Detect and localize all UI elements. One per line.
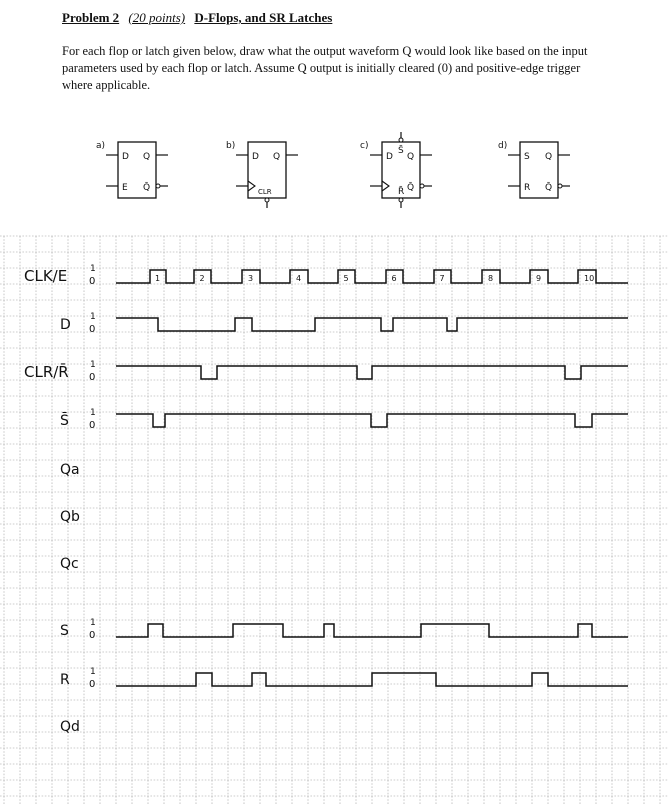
inversion-bubble — [558, 184, 562, 188]
signal-row — [60, 408, 628, 431]
inversion-bubble — [265, 198, 269, 202]
signal-label: Qd — [60, 719, 80, 735]
pulse-number: 4 — [296, 274, 302, 283]
pin-label: Q̄ — [143, 183, 151, 193]
signal-label: CLK/E — [24, 267, 68, 285]
graph-paper-grid — [0, 236, 668, 805]
pin-label: R̄ — [398, 187, 405, 197]
pulse-number: 8 — [488, 274, 494, 283]
pulse-number: 9 — [536, 274, 542, 283]
signal-label: D — [60, 317, 71, 333]
signal-row — [60, 509, 80, 525]
device-d — [498, 141, 570, 198]
signal-row — [24, 360, 628, 383]
device-label: c) — [360, 141, 369, 151]
signal-label: S — [60, 623, 69, 639]
signal-row — [60, 556, 79, 572]
pulse-number: 2 — [199, 274, 205, 283]
pin-label: Q — [407, 152, 415, 162]
problem-points: (20 points) — [128, 10, 186, 25]
pulse-number: 6 — [391, 274, 397, 283]
device-label: b) — [226, 141, 236, 151]
signal-row — [60, 719, 80, 735]
pulse-number: 3 — [248, 274, 254, 283]
signal-label: CLR/R̄ — [24, 363, 69, 381]
signal-row — [60, 312, 628, 335]
pulse-number: 10 — [584, 274, 595, 283]
signal-label: Qc — [60, 556, 79, 572]
level-high-label: 1 — [90, 360, 96, 370]
device-a — [96, 141, 168, 198]
device-b — [226, 141, 298, 208]
inversion-bubble — [156, 184, 160, 188]
inversion-bubble — [420, 184, 424, 188]
level-low-label: 0 — [89, 420, 96, 431]
problem-instructions: For each flop or latch given below, draw what the output waveform Q would look like based on the input parameters used by each flop or latch. Assume Q output is initially cleared (0) and positive-edge trigger where applicable. — [62, 44, 588, 92]
problem-subject: D-Flops, and SR Latches — [194, 10, 333, 25]
pin-label: D — [386, 152, 393, 162]
device-label: a) — [96, 141, 106, 151]
pulse-number: 5 — [343, 274, 349, 283]
pin-label: Q — [545, 152, 553, 162]
signal-row — [60, 462, 80, 478]
inversion-bubble — [399, 198, 403, 202]
clock-triangle — [248, 181, 255, 191]
pin-label: R — [524, 183, 531, 193]
clock-triangle — [382, 181, 389, 191]
pin-label: D — [252, 152, 259, 162]
level-low-label: 0 — [89, 276, 96, 287]
signal-label: Qb — [60, 509, 80, 525]
device-label: d) — [498, 141, 508, 151]
signal-row — [60, 667, 628, 690]
pin-label: E — [122, 183, 128, 193]
signal-row — [60, 618, 628, 641]
pulse-number: 7 — [439, 274, 445, 283]
level-low-label: 0 — [89, 324, 96, 335]
pulse-number: 1 — [155, 274, 161, 283]
pin-label: Q̄ — [407, 183, 415, 193]
pin-label: D — [122, 152, 129, 162]
signal-label: Qa — [60, 462, 80, 478]
signal-label: S̄ — [60, 413, 69, 429]
problem-label: Problem 2 — [62, 10, 120, 25]
pin-label: S̄ — [398, 146, 404, 156]
pin-label: Q̄ — [545, 183, 553, 193]
signal-row — [24, 264, 628, 287]
signal-label: R — [60, 672, 70, 688]
pin-label: Q — [143, 152, 151, 162]
level-high-label: 1 — [90, 312, 96, 322]
pin-label: Q — [273, 152, 281, 162]
level-low-label: 0 — [89, 372, 96, 383]
level-high-label: 1 — [90, 408, 96, 418]
level-low-label: 0 — [89, 630, 96, 641]
pin-label: S — [524, 152, 530, 162]
level-high-label: 1 — [90, 618, 96, 628]
waveform — [116, 366, 628, 379]
inversion-bubble — [399, 138, 403, 142]
level-high-label: 1 — [90, 667, 96, 677]
level-high-label: 1 — [90, 264, 96, 274]
device-c — [360, 132, 432, 208]
level-low-label: 0 — [89, 679, 96, 690]
pin-label: CLR — [258, 188, 272, 196]
